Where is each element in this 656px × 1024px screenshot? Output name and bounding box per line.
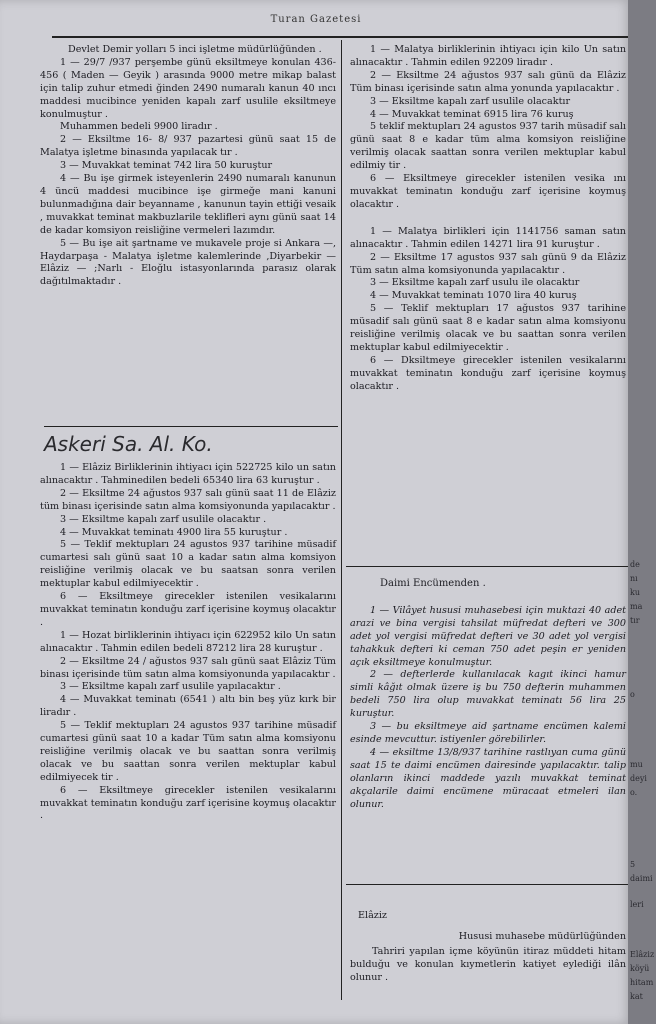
place-name: Elâziz — [358, 910, 387, 921]
notice-paragraph: 1 — 29/7 /937 perşembe günü eksiltmeye konulan 436- 456 ( Maden — Geyik ) arasında 9000 metre mikap balast için talip zuhur etmedi ğinden 2490 numaralı kanun 40 ıncı maddesi mucibince yeniden kapalı zarf usulile eksiltmeye konulmuştur . — [40, 56, 336, 120]
notice-paragraph: Muhammen bedeli 9900 liradır . — [60, 121, 218, 133]
notice-paragraph: 5 — Teklif mektupları 17 ağustos 937 tarihine müsadif salı günü saat 8 e kadar satın alma komsiyonu reisliğine verilmiş olacak ve bu saattan sonra verilen mektuplar kabul edilmiyecektir . — [350, 303, 626, 353]
notice-paragraph: 6 — Eksiltmeye girecekler istenilen vesikalarını muvakkat teminatın konduğu zarf içerisine koymuş olacaktır . — [40, 591, 336, 628]
military-purchase-notice — [40, 430, 336, 823]
notice-paragraph: 2 — Eksiltme 16- 8/ 937 pazartesi günü saat 15 de Malatya işletme binasında yapılacak tır . — [40, 134, 336, 159]
edge-fragment: o. — [630, 788, 638, 797]
section-title: Daimi Encümenden . — [380, 578, 486, 589]
notice-paragraph: 4 — Muvakkat teminatı 1070 lira 40 kuruş — [370, 290, 577, 302]
edge-fragment: deyi — [630, 774, 647, 783]
notice-paragraph: 3 — Eksiltme kapalı zarf usulile olacaktır . — [60, 513, 267, 525]
section-rule — [346, 566, 628, 567]
notice-paragraph: 4 — Muvakkat teminat 6915 lira 76 kuruş — [370, 108, 574, 120]
notice-paragraph: 5 — Teklif mektupları 24 agustos 937 tarihine müsadif cumartesi günü saat 10 a kadar Tüm satın alma komsiyonu reisliğine verilmiş olacak ve bu saattan sonra verilmiş olacak ve bu saattan sonra verilen mektuplar kabul edilmiyecek tir . — [40, 720, 336, 783]
edge-fragment: ma — [630, 602, 643, 611]
notice-paragraph: 2 — Eksiltme 17 agustos 937 salı günü 9 da Elâziz Tüm satın alma komsiyonunda yapılacaktır . — [350, 251, 626, 276]
notice-paragraph: 4 — Muvakkat teminatı (6541 ) altı bin beş yüz kırk bir liradır . — [40, 694, 336, 719]
elaziz-notice — [350, 910, 626, 985]
notice-paragraph: 3 — Eksiltme kapalı zarf usulile yapılacaktır . — [60, 681, 281, 693]
edge-fragment: hitam — [630, 978, 654, 987]
notice-paragraph: 1 — Malatya birlikleri için 1141756 saman satın alınacaktır . Tahmin edilen 14271 lira 91 kuruştur . — [350, 225, 626, 250]
notice-paragraph: 2 — Eksiltme 24 / ağustos 937 salı günü saat Elâziz Tüm binası içerisinde tüm satın alma komsiyonunda yapılacaktır . — [40, 655, 336, 680]
facing-page-edge — [628, 0, 656, 1024]
notice-paragraph: 4 — eksiltme 13/8/937 tarihine rastlıyan cuma günü saat 15 te daimi encümen dairesinde yapılacaktır. talip olanların ikinci maddede yazılı muvakkat teminat akçalarile daimi encümene müracaat etmeleri ilan olunur. — [350, 746, 626, 810]
section-rule — [346, 884, 628, 885]
edge-fragment: tır — [630, 616, 640, 625]
notice-paragraph: 4 — Bu işe girmek isteyenlerin 2490 numaralı kanunun 4 üncü maddesi mucibince işe girmeğe mani kanuni bulunmadığına dair beyanname , kanunun tayin ettiği vesaik , muvakkat teminat makbuzlarile teklifleri aynı günü saat 14 de kadar komsiyon reisliğine vermeleri lazımdır. — [40, 173, 336, 236]
top-rule — [52, 36, 632, 38]
edge-fragment: ku — [630, 588, 640, 597]
notice-paragraph: 3 — Eksiltme kapalı zarf usulu ile olacaktır — [370, 277, 580, 289]
edge-fragment: kat — [630, 992, 643, 1001]
edge-fragment: leri — [630, 900, 644, 909]
notice-paragraph: 5 — Bu işe ait şartname ve mukavele proje si Ankara —, Haydarpaşa - Malatya işletme kalemlerinde ,Diyarbekir —Elâziz — ;Narlı - Eloğlu istasyonlarında parasız olarak dağıtılmaktadır . — [40, 237, 336, 288]
notice-paragraph: 4 — Muvakkat teminatı 4900 lira 55 kuruştur . — [60, 526, 288, 538]
column-divider — [341, 40, 342, 1000]
edge-fragment: o — [630, 690, 635, 699]
edge-fragment: Elâziz — [630, 950, 654, 959]
malatya-notice — [350, 44, 626, 394]
section-title: Askeri Sa. Al. Ko. — [44, 432, 213, 456]
notice-paragraph: 2 — Eksiltme 24 ağustos 937 salı günü saat 11 de Elâziz tüm binası içerisinde satın alma komsiyonunda yapılacaktır . — [40, 487, 336, 512]
notice-subtitle: Hususi muhasebe müdürlüğünden — [458, 930, 626, 942]
edge-fragment: 5 — [630, 860, 636, 869]
notice-paragraph: 3 — Eksiltme kapalı zarf usulile olacaktır — [370, 95, 571, 107]
notice-paragraph: Tahriri yapılan içme köyünün itiraz müddeti hitam bulduğu ve konulan kıymetlerin katiyet eylediği ilân olunur . — [350, 945, 626, 983]
notice-paragraph: 1 — Elâziz Birliklerinin ihtiyacı için 522725 kilo un satın alınacaktır . Tahminedilen bedeli 65340 lira 63 kuruştur . — [40, 462, 336, 486]
edge-fragment: daimi — [630, 874, 653, 883]
edge-fragment: mu — [630, 760, 643, 769]
notice-paragraph: 2 — defterlerde kullanılacak kagıt ikinci hamur simli kâğıt olmak üzere iş bu 750 defterin muhammen bedeli 750 lira olup muvakkat teminatı 56 lira 25 kuruştur. — [350, 669, 626, 720]
notice-paragraph: 6 — Dksiltmeye girecekler istenilen vesikalarını muvakkat teminatın konduğu zarf içerisine koymuş olacaktır . — [350, 354, 626, 392]
notice-paragraph: 3 — Muvakkat teminat 742 lira 50 kuruştur — [60, 160, 273, 172]
edge-fragment: de — [630, 560, 640, 569]
council-notice — [350, 578, 626, 811]
notice-paragraph: 2 — Eksiltme 24 ağustos 937 salı günü da Elâziz Tüm binası içerisinde satın alma yonunda yapılacaktır . — [350, 69, 626, 94]
notice-paragraph: 6 — Eksiltmeye girecekler istenilen vesika ını muvakkat teminatın konduğu zarf içerisine koymuş olacaktır . — [350, 173, 626, 210]
notice-paragraph: Devlet Demir yolları 5 inci işletme müdürlüğünden . — [68, 44, 322, 55]
notice-paragraph: 3 — bu eksiltmeye aid şartname encümen kalemi esinde mevcuttur. istiyenler görebilirler. — [350, 721, 626, 745]
notice-paragraph: 5 teklif mektupları 24 agustos 937 tarih müsadif salı günü saat 8 e kadar tüm alma komsiyon reisliğine verilmiş olacak saattan sonra verilen mektuplar kabul edilmiy tir . — [350, 121, 626, 172]
newspaper-header: Turan Gazetesi — [270, 14, 362, 25]
notice-paragraph: 6 — Eksiltmeye girecekler istenilen vesikalarını muvakkat teminatın konduğu zarf içerisine koymuş olacaktır . — [40, 784, 336, 822]
edge-fragment: nı — [630, 574, 638, 583]
notice-paragraph: 5 — Teklif mektupları 24 agustos 937 tarihine müsadif cumartesi salı günü saat 10 a kadar satın alma komsiyon reisliğine verilmiş olacak ve bu saatsan sonra verilen mektuplar kabul edilmiyecektir . — [40, 539, 336, 590]
edge-fragment: köyü — [630, 964, 650, 973]
notice-paragraph: 1 — Hozat birliklerinin ihtiyacı için 622952 kilo Un satın alınacaktır . Tahmin edilen bedeli 87212 lira 28 kuruştur . — [40, 629, 336, 654]
notice-paragraph: 1 — Vilâyet hususi muhasebesi için muktazi 40 adet arazi ve bina vergisi tahsilat müfredat defteri ve 300 adet yol vergisi müfredat defteri ve 30 adet yol vergisi tahakkuk defteri ki ceman 750 adet peşin er yeniden açık eksiltmeye konulmuştur. — [350, 604, 626, 668]
section-rule — [44, 426, 338, 427]
notice-paragraph: 1 — Malatya birliklerinin ihtiyacı için kilo Un satın alınacaktır . Tahmin edilen 92209 liradır . — [350, 44, 626, 68]
railway-notice — [40, 44, 336, 289]
